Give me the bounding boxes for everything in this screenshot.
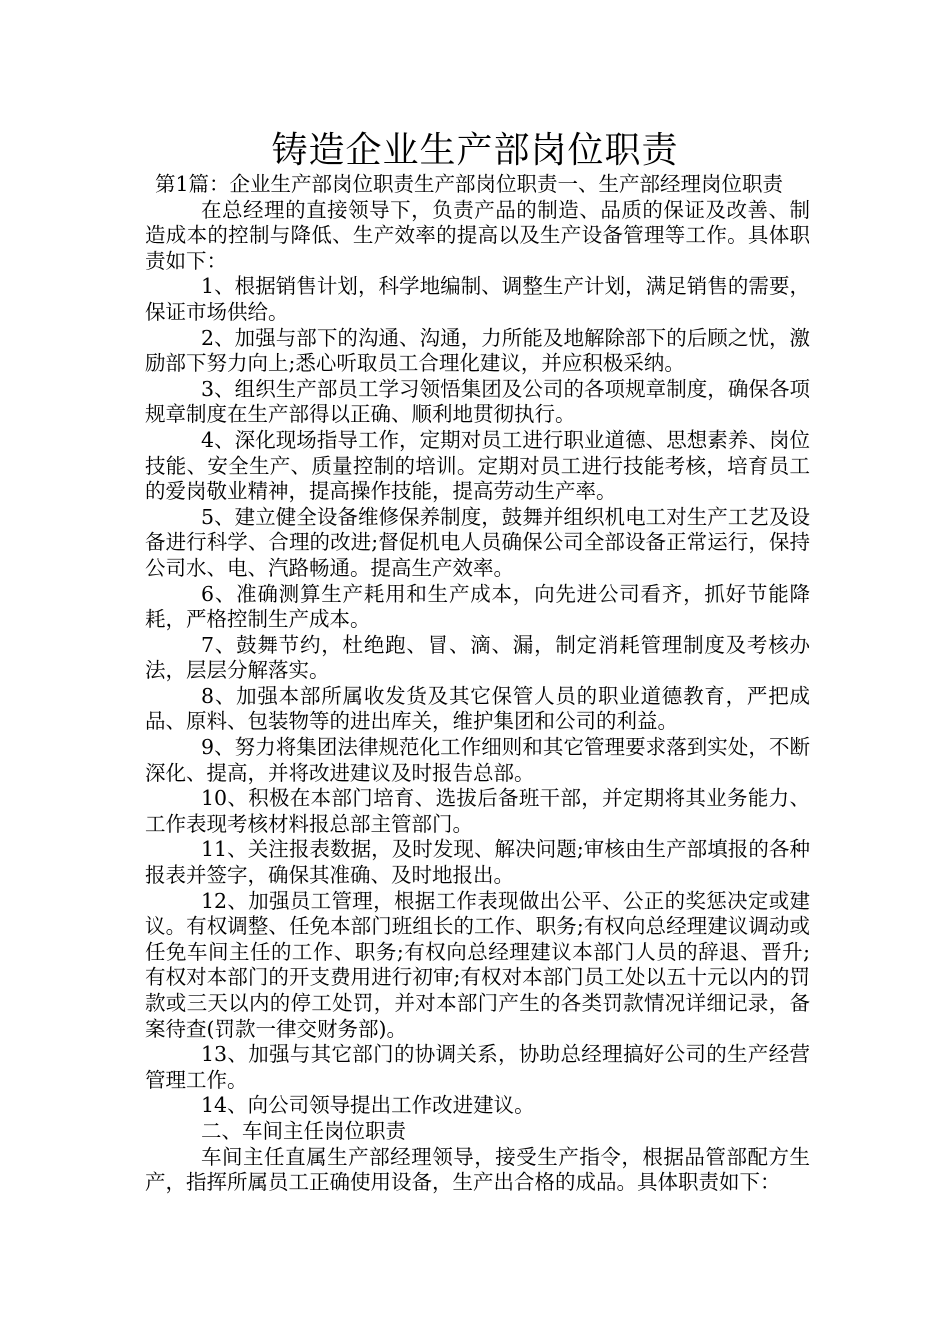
duty-item-4: 4、深化现场指导工作，定期对员工进行职业道德、思想素养、岗位技能、安全生产、质量控制的培训。定期对员工进行技能考核，培育员工的爱岗敬业精神，提高操作技能，提高劳动生产率。 bbox=[145, 427, 810, 504]
duty-item-12: 12、加强员工管理，根据工作表现做出公平、公正的奖惩决定或建议。有权调整、任免本部门班组长的工作、职务;有权向总经理建议调动或任免车间主任的工作、职务;有权向总经理建议本部门人员的辞退、晋升;有权对本部门的开支费用进行初审;有权对本部门员工处以五十元以内的罚款或三天以内的停工处罚，并对本部门产生的各类罚款情况详细记录，备案待查(罚款一律交财务部)。 bbox=[145, 888, 810, 1041]
section-subheading: 第1篇：企业生产部岗位职责生产部岗位职责一、生产部经理岗位职责 bbox=[155, 172, 784, 196]
duty-item-1: 1、根据销售计划，科学地编制、调整生产计划，满足销售的需要，保证市场供给。 bbox=[145, 274, 810, 324]
duty-item-14: 14、向公司领导提出工作改进建议。 bbox=[201, 1093, 535, 1118]
workshop-director-intro: 车间主任直属生产部经理领导，接受生产指令，根据品管部配方生产，指挥所属员工正确使用设备，生产出合格的成品。具体职责如下： bbox=[145, 1144, 810, 1195]
duty-item-7: 7、鼓舞节约，杜绝跑、冒、滴、漏，制定消耗管理制度及考核办法，层层分解落实。 bbox=[145, 632, 810, 683]
duty-item-3: 3、组织生产部员工学习领悟集团及公司的各项规章制度，确保各项规章制度在生产部得以正确、顺利地贯彻执行。 bbox=[145, 376, 810, 427]
section-two-heading: 二、车间主任岗位职责 bbox=[201, 1118, 406, 1143]
duty-item-6: 6、准确测算生产耗用和生产成本，向先进公司看齐，抓好节能降耗，严格控制生产成本。 bbox=[145, 581, 810, 632]
duty-item-13: 13、加强与其它部门的协调关系，协助总经理搞好公司的生产经营管理工作。 bbox=[145, 1042, 810, 1092]
document-title: 铸造企业生产部岗位职责 bbox=[271, 130, 679, 171]
duty-item-5: 5、建立健全设备维修保养制度，鼓舞并组织机电工对生产工艺及设备进行科学、合理的改进;督促机电人员确保公司全部设备正常运行，保持公司水、电、汽路畅通。提高生产效率。 bbox=[145, 504, 810, 580]
duty-item-9: 9、努力将集团法律规范化工作细则和其它管理要求落到实处，不断深化、提高，并将改进建议及时报告总部。 bbox=[145, 735, 810, 785]
duty-item-11: 11、关注报表数据，及时发现、解决问题;审核由生产部填报的各种报表并签字，确保其准确、及时地报出。 bbox=[145, 837, 810, 888]
duty-item-10: 10、积极在本部门培育、选拔后备班干部，并定期将其业务能力、工作表现考核材料报总部主管部门。 bbox=[145, 786, 810, 836]
duty-item-8: 8、加强本部所属收发货及其它保管人员的职业道德教育，严把成品、原料、包装物等的进出库关，维护集团和公司的利益。 bbox=[145, 683, 810, 734]
intro-paragraph: 在总经理的直接领导下，负责产品的制造、品质的保证及改善、制造成本的控制与降低、生产效率的提高以及生产设备管理等工作。具体职责如下： bbox=[145, 197, 810, 273]
document-body bbox=[145, 172, 810, 1196]
duty-item-2: 2、加强与部下的沟通、沟通，力所能及地解除部下的后顾之忧，激励部下努力向上;悉心听取员工合理化建议，并应积极采纳。 bbox=[145, 325, 810, 376]
